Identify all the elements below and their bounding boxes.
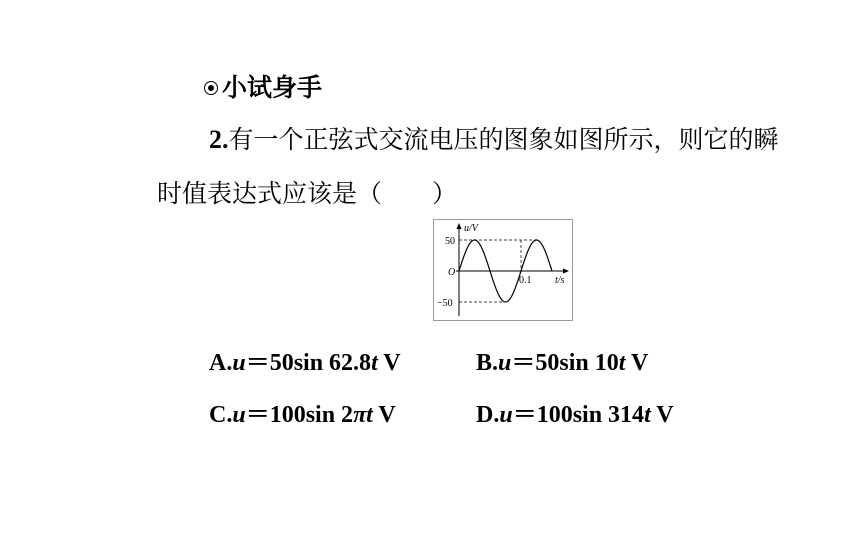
option-a-unit: V [377, 350, 401, 376]
option-b-var: u [498, 350, 512, 376]
option-c-pi: π [353, 402, 367, 428]
option-b-t: t [618, 350, 626, 376]
option-c-eq: ＝100sin 2 [245, 402, 354, 428]
option-a[interactable] [209, 342, 401, 377]
x-axis-label: t/s [555, 275, 565, 286]
option-b-letter: B. [476, 350, 499, 376]
option-d-var: u [499, 402, 513, 428]
option-c-t: t [366, 402, 373, 428]
option-b-unit: V [625, 350, 649, 376]
option-c[interactable] [209, 394, 396, 429]
option-b[interactable] [476, 342, 648, 377]
option-a-letter: A. [209, 350, 233, 376]
circled-dot-icon [204, 81, 218, 95]
option-a-var: u [232, 350, 246, 376]
option-d[interactable] [476, 394, 674, 429]
option-d-eq: ＝100sin 314 [512, 402, 645, 428]
option-b-eq: ＝50sin 10 [511, 350, 619, 376]
option-c-unit: V [372, 402, 396, 428]
x-axis-arrow [563, 269, 569, 274]
option-a-eq: ＝50sin 62.8 [245, 350, 372, 376]
option-c-var: u [232, 402, 246, 428]
y-axis-label: u/V [464, 223, 478, 234]
question-line-1 [209, 120, 779, 156]
option-c-letter: C. [209, 402, 233, 428]
option-d-t: t [644, 402, 651, 428]
graph-svg [434, 220, 572, 320]
y-axis-arrow [457, 223, 462, 229]
origin-label: O [448, 267, 456, 278]
question-text-1: 有一个正弦式交流电压的图象如图所示，则它的瞬 [228, 125, 779, 154]
question-line-2: 时值表达式应该是（ ） [157, 179, 458, 208]
option-a-t: t [371, 350, 378, 376]
sine-voltage-graph [433, 219, 573, 321]
section-heading-text: 小试身手 [222, 73, 323, 102]
y-bottom-tick-label: −50 [437, 298, 453, 309]
option-d-unit: V [650, 402, 674, 428]
option-d-letter: D. [476, 402, 500, 428]
section-heading [204, 68, 322, 104]
y-top-tick-label: 50 [445, 236, 455, 247]
x-tick-label: 0.1 [519, 275, 532, 286]
question-number: 2. [209, 125, 229, 154]
